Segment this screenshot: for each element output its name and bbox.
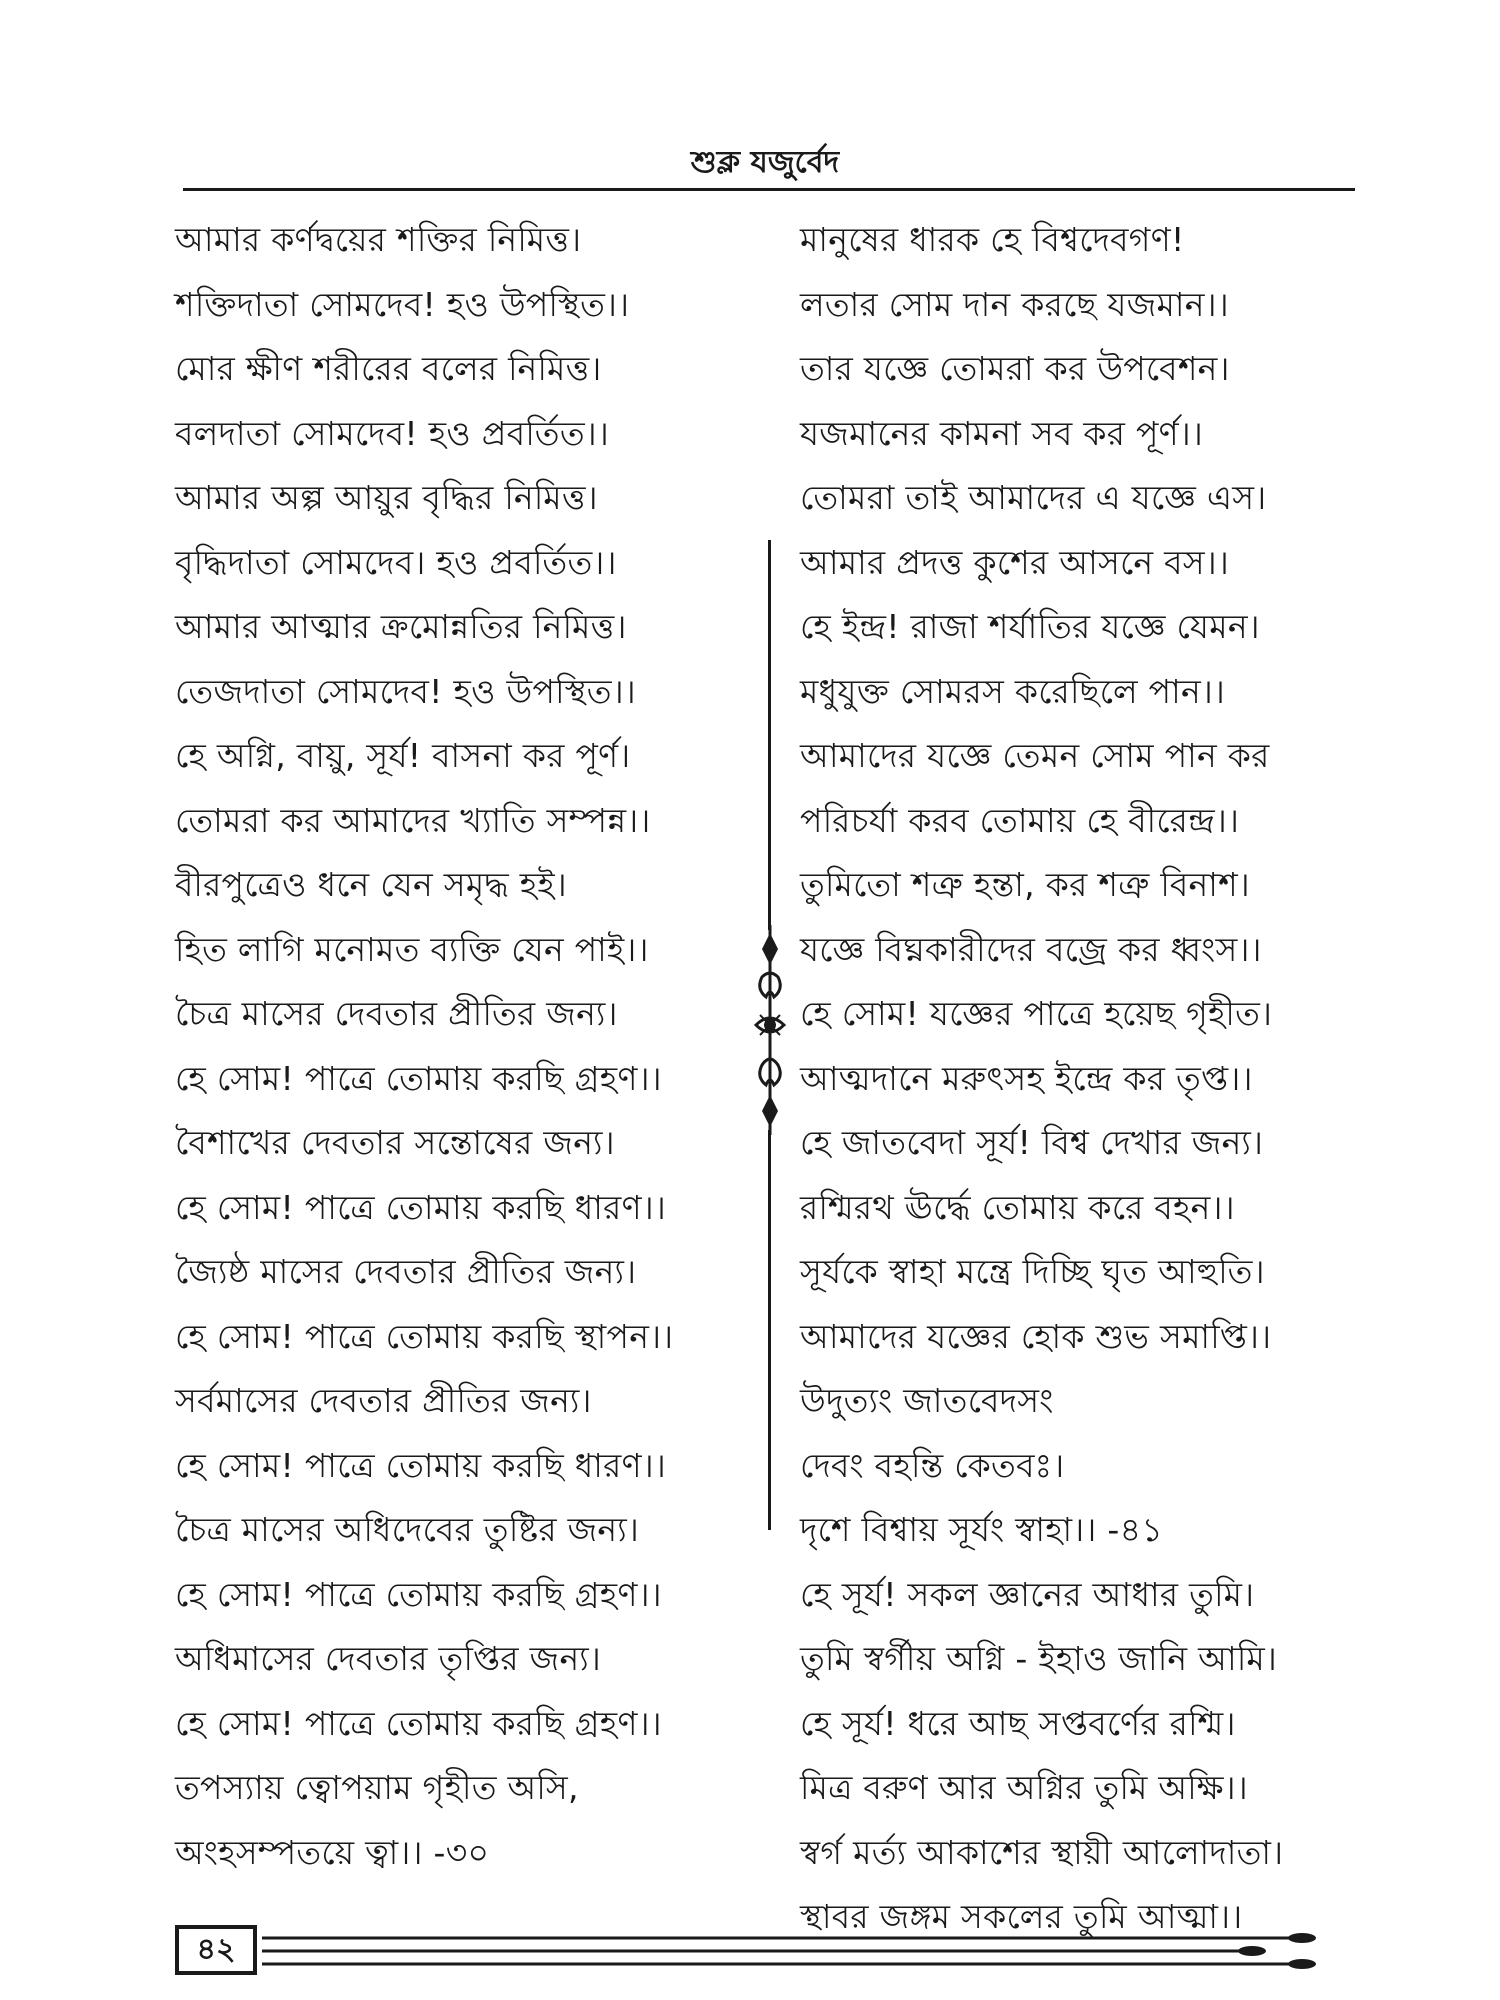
verse-line: বৈশাখের দেবতার সন্তোষের জন্য। (175, 1123, 615, 1162)
verse-line: যজ্ঞে বিঘ্নকারীদের বজ্রে কর ধ্বংস।। (800, 929, 1262, 969)
verse-line: সর্বমাসের দেবতার প্রীতির জন্য। (175, 1381, 592, 1420)
verse-line: লতার সোম দান করছে যজমান।। (800, 284, 1229, 324)
column-divider-bottom (768, 1130, 771, 1530)
verse-line: হে জাতবেদা সূর্য! বিশ্ব দেখার জন্য। (800, 1123, 1264, 1162)
verse-line: আত্মদানে মরুৎসহ ইন্দ্রে কর তৃপ্ত।। (800, 1058, 1253, 1098)
verse-line: তপস্যায় ত্বোপয়াম গৃহীত অসি, (175, 1768, 579, 1807)
verse-line: হে সোম! পাত্রে তোমায় করছি গ্রহণ।। (175, 1058, 662, 1098)
verse-line: হে সোম! পাত্রে তোমায় করছি গ্রহণ।। (175, 1574, 662, 1614)
verse-line: হিত লাগি মনোমত ব্যক্তি যেন পাই।। (175, 929, 649, 969)
page-header-title: শুক্ল যজুর্বেদ (690, 145, 840, 180)
verse-line: হে সোম! পাত্রে তোমায় করছি ধারণ।। (175, 1187, 667, 1227)
verse-line: বৃদ্ধিদাতা সোমদেব। হও প্রবর্তিত।। (175, 542, 617, 582)
verse-line: আমার অল্প আয়ুর বৃদ্ধির নিমিত্ত। (175, 478, 598, 517)
verse-line: মোর ক্ষীণ শরীরের বলের নিমিত্ত। (175, 349, 602, 388)
column-divider-ornament (748, 925, 792, 1135)
verse-line: রশ্মিরথ ঊর্দ্ধে তোমায় করে বহন।। (800, 1187, 1235, 1227)
verse-line: তার যজ্ঞে তোমরা কর উপবেশন। (800, 349, 1230, 388)
verse-line: তুমিতো শত্রু হন্তা, কর শত্রু বিনাশ। (800, 865, 1251, 904)
verse-line: আমাদের যজ্ঞের হোক শুভ সমাপ্তি।। (800, 1316, 1272, 1356)
verse-line: হে ইন্দ্র! রাজা শর্যাতির যজ্ঞে যেমন। (800, 607, 1260, 646)
verse-line: মানুষের ধারক হে বিশ্বদেবগণ! (800, 220, 1185, 259)
verse-line: তেজদাতা সোমদেব! হও উপস্থিত।। (175, 671, 637, 711)
verse-line: দেবং বহন্তি কেতবঃ। (800, 1445, 1065, 1485)
verse-line: তোমরা তাই আমাদের এ যজ্ঞে এস। (800, 478, 1267, 517)
verse-line: চৈত্র মাসের অধিদেবের তুষ্টির জন্য। (175, 1510, 640, 1549)
verse-line: স্থাবর জঙ্গম সকলের তুমি আত্মা।। (800, 1897, 1243, 1936)
verse-line: বীরপুত্রেও ধনে যেন সমৃদ্ধ হই। (175, 865, 567, 904)
verse-line: হে অগ্নি, বায়ু, সূর্য! বাসনা কর পূর্ণ। (175, 736, 631, 775)
verse-line: আমার প্রদত্ত কুশের আসনে বস।। (800, 542, 1230, 582)
verse-line: সূর্যকে স্বাহা মন্ত্রে দিচ্ছি ঘৃত আহুতি। (800, 1252, 1265, 1291)
header-rule (183, 188, 1355, 191)
verse-line: হে সূর্য! সকল জ্ঞানের আধার তুমি। (800, 1574, 1255, 1614)
verse-line: হে সোম! পাত্রে তোমায় করছি স্থাপন।। (175, 1316, 674, 1356)
verse-line: জ্যৈষ্ঠ মাসের দেবতার প্রীতির জন্য। (175, 1252, 637, 1291)
verse-line: তোমরা কর আমাদের খ্যাতি সম্পন্ন।। (175, 800, 651, 840)
verse-line: হে সোম! যজ্ঞের পাত্রে হয়েছ গৃহীত। (800, 994, 1273, 1033)
verse-line: মধুযুক্ত সোমরস করেছিলে পান।। (800, 671, 1226, 711)
verse-line: আমাদের যজ্ঞে তেমন সোম পান কর (800, 736, 1270, 775)
verse-line: স্বর্গ মর্ত্য আকাশের স্থায়ী আলোদাতা। (800, 1832, 1284, 1872)
verse-line: অংহসম্পতয়ে ত্বা।। -৩০ (175, 1832, 490, 1872)
verse-line: তুমি স্বর্গীয় অগ্নি - ইহাও জানি আমি। (800, 1639, 1278, 1678)
verse-line: মিত্র বরুণ আর অগ্নির তুমি অক্ষি।। (800, 1768, 1248, 1807)
footer-decorative-rules (262, 1926, 1322, 1976)
verse-line: যজমানের কামনা সব কর পূর্ণ।। (800, 413, 1204, 453)
verse-line: অধিমাসের দেবতার তৃপ্তির জন্য। (175, 1639, 602, 1678)
verse-line: হে সোম! পাত্রে তোমায় করছি ধারণ।। (175, 1445, 667, 1485)
verse-line: শক্তিদাতা সোমদেব! হও উপস্থিত।। (175, 284, 630, 324)
verse-line: আমার আত্মার ক্রমোন্নতির নিমিত্ত। (175, 607, 627, 646)
verse-line: বলদাতা সোমদেব! হও প্রবর্তিত।। (175, 413, 610, 453)
verse-line: চৈত্র মাসের দেবতার প্রীতির জন্য। (175, 994, 618, 1033)
page-number-box: ৪২ (175, 1925, 257, 1975)
verse-line: হে সোম! পাত্রে তোমায় করছি গ্রহণ।। (175, 1703, 662, 1743)
verse-line: দৃশে বিশ্বায় সূর্যং স্বাহা।। -৪১ (800, 1510, 1164, 1549)
column-divider-top (768, 540, 771, 930)
verse-line: আমার কর্ণদ্বয়ের শক্তির নিমিত্ত। (175, 220, 582, 259)
right-column (800, 208, 1390, 1950)
left-column (175, 208, 765, 1885)
verse-line: উদুত্যং জাতবেদসং (800, 1381, 1054, 1420)
verse-line: পরিচর্যা করব তোমায় হে বীরেন্দ্র।। (800, 800, 1240, 840)
verse-line: হে সূর্য! ধরে আছ সপ্তবর্ণের রশ্মি। (800, 1703, 1236, 1743)
